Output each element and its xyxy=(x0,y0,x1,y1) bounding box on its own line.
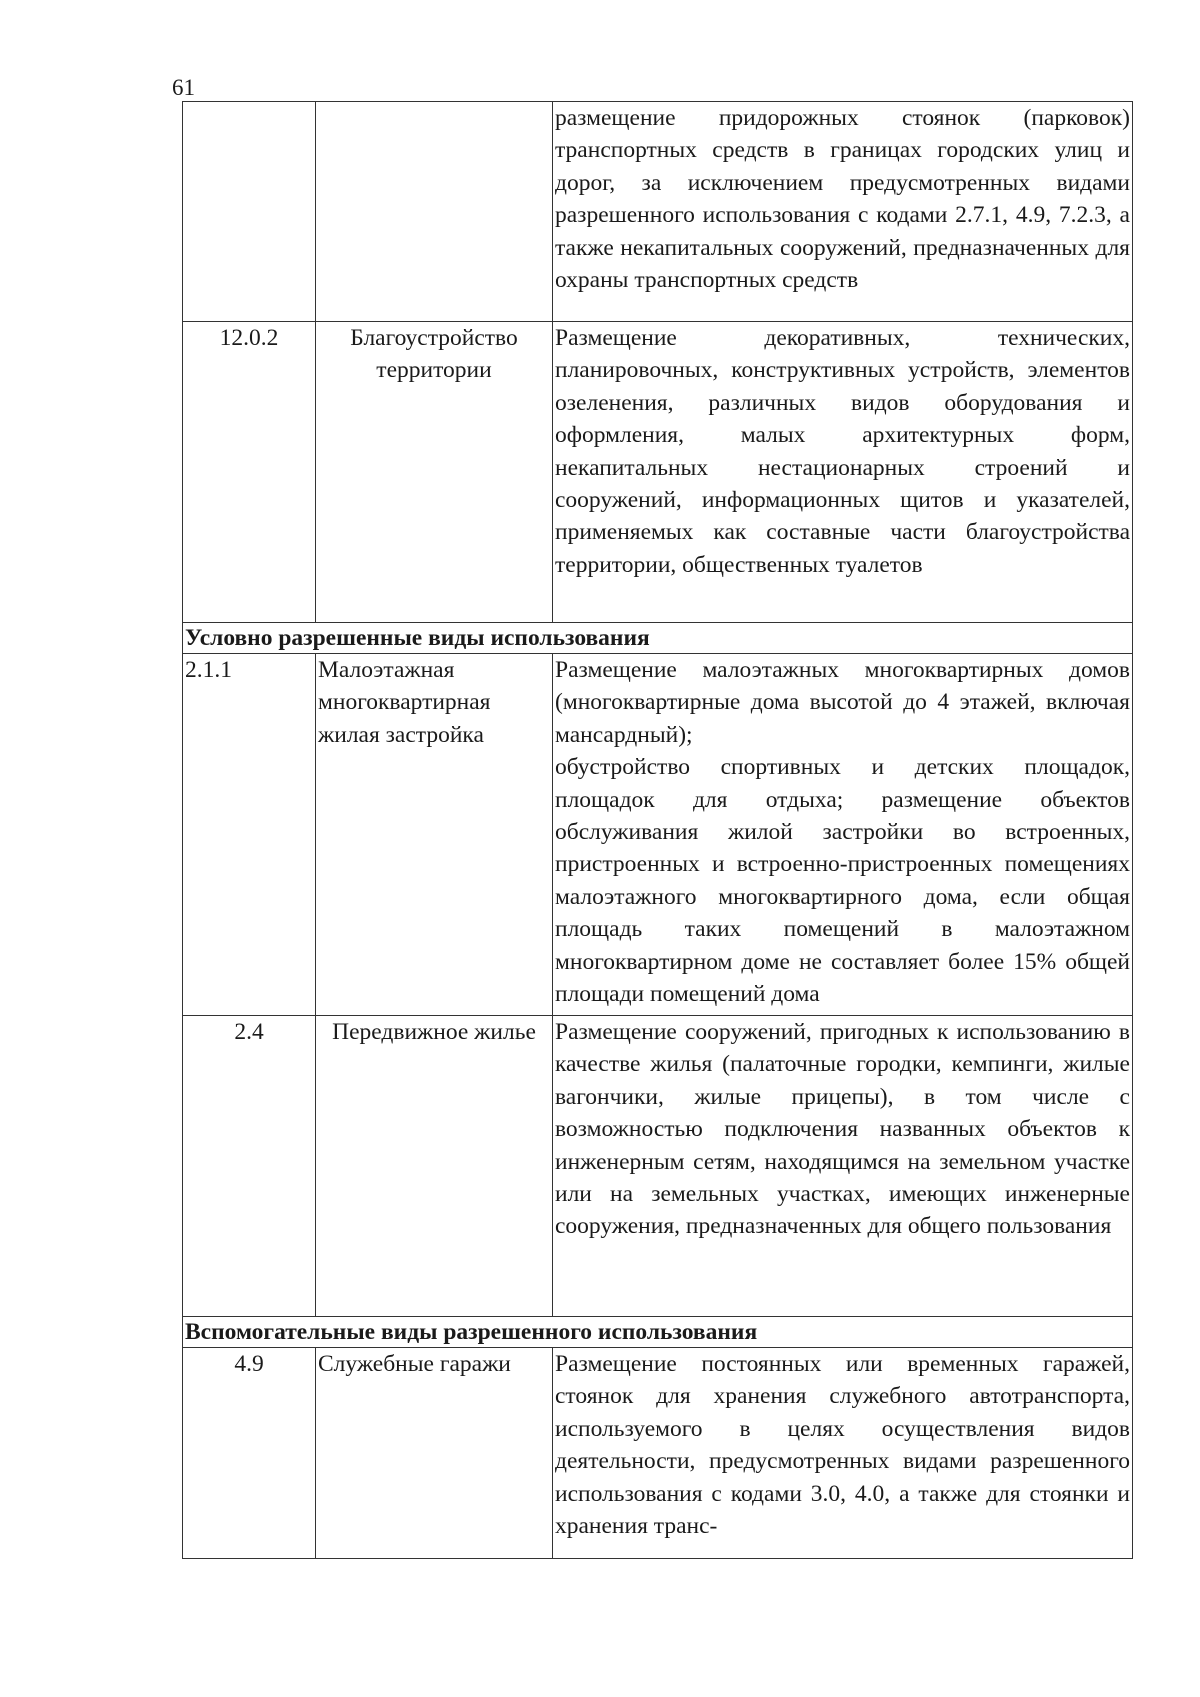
section-title-auxiliary: Вспомогательные виды разрешенного использования xyxy=(183,1317,1133,1348)
name-cell: Передвижное жилье xyxy=(316,1016,553,1317)
name-cell: Малоэтажная многоквартирная жилая застройка xyxy=(316,654,553,1016)
page-number: 61 xyxy=(172,75,195,100)
section-header-row xyxy=(183,1317,1133,1348)
table-row xyxy=(183,1016,1133,1317)
code-cell: 12.0.2 xyxy=(183,322,316,623)
table-row xyxy=(183,322,1133,623)
name-cell: Благоустройство территории xyxy=(316,322,553,623)
description-cell: размещение придорожных стоянок (парковок) транспортных средств в границах городских улиц и дорог, за исключением предусмотренных видами разрешенного использования с кодами 2.7.1, 4.9, 7.2.3, а также некапитальных сооружений, предназначенных для охраны транспортных средств xyxy=(553,102,1133,322)
code-cell: 2.4 xyxy=(183,1016,316,1317)
land-use-table xyxy=(182,101,1133,1559)
code-cell xyxy=(183,102,316,322)
section-title-conditional: Условно разрешенные виды использования xyxy=(183,623,1133,654)
section-header-row xyxy=(183,623,1133,654)
table-row xyxy=(183,102,1133,322)
description-cell: Размещение сооружений, пригодных к использованию в качестве жилья (палаточные городки, кемпинги, жилые вагончики, жилые прицепы), в том числе с возможностью подключения названных объектов к инженерным сетям, находящимся на земельном участке или на земельных участках, имеющих инженерные сооружения, предназначенных для общего пользования xyxy=(553,1016,1133,1317)
table-row xyxy=(183,654,1133,1016)
description-paragraph: обустройство спортивных и детских площадок, площадок для отдыха; размещение объектов обслуживания жилой застройки во встроенных, пристроенных и встроенно-пристроенных помещениях малоэтажного многоквартирного дома, если общая площадь таких помещений в малоэтажном многоквартирном доме не составляет более 15% общей площади помещений дома xyxy=(555,754,1130,1008)
description-cell: Размещение постоянных или временных гаражей, стоянок для хранения служебного автотранспорта, используемого в целях осуществления видов деятельности, предусмотренных видами разрешенного использования с кодами 3.0, 4.0, а также для стоянки и хранения транс- xyxy=(553,1348,1133,1559)
code-cell: 4.9 xyxy=(183,1348,316,1559)
code-cell: 2.1.1 xyxy=(183,654,316,1016)
name-cell xyxy=(316,102,553,322)
description-cell: Размещение декоративных, технических, планировочных, конструктивных устройств, элементов озеленения, различных видов оборудования и оформления, малых архитектурных форм, некапитальных нестационарных строений и сооружений, информационных щитов и указателей, применяемых как составные части благоустройства территории, общественных туалетов xyxy=(553,322,1133,623)
description-cell xyxy=(553,654,1133,1016)
description-paragraph: Размещение малоэтажных многоквартирных домов (многоквартирные дома высотой до 4 этажей, включая мансардный); xyxy=(555,657,1130,748)
table-row xyxy=(183,1348,1133,1559)
name-cell: Служебные гаражи xyxy=(316,1348,553,1559)
